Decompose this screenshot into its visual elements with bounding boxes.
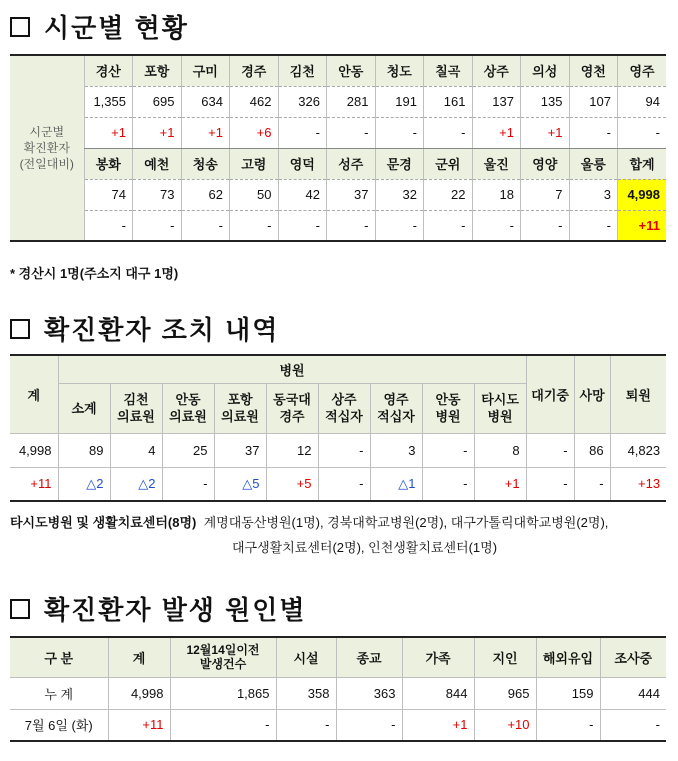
cause-header: 가족	[402, 637, 474, 677]
cause-header: 해외유입	[536, 637, 600, 677]
city-name-cell: 구미	[181, 55, 230, 86]
header-hospital: 병원	[58, 355, 526, 383]
city-diff-cell: -	[278, 117, 327, 148]
treatment-value-cell: 4	[110, 433, 162, 467]
header-row	[10, 637, 666, 677]
treatment-diff-cell: -	[422, 467, 474, 501]
cause-diff-cell: -	[600, 709, 666, 741]
treatment-diff-cell: +5	[266, 467, 318, 501]
row-label-line: (전일대비)	[19, 157, 74, 171]
table-row	[10, 117, 666, 148]
table-row	[10, 210, 666, 241]
treatment-value-cell: 4,823	[610, 433, 666, 467]
city-status-table	[10, 54, 666, 242]
subheader-line: 적십자	[377, 409, 415, 424]
city-total-cell: 62	[181, 179, 230, 210]
cause-diff-cell: -	[536, 709, 600, 741]
cause-value-cell: 965	[474, 677, 536, 709]
subheader-line: 김천	[123, 392, 149, 407]
city-diff-cell: -	[327, 210, 376, 241]
city-name-cell: 영주	[618, 55, 667, 86]
subheader-line: 의료원	[169, 409, 207, 424]
city-diff-cell: -	[375, 117, 424, 148]
city-total-cell: 18	[472, 179, 521, 210]
other-hospital-legend	[10, 512, 608, 531]
checkbox-square-icon	[10, 17, 30, 37]
city-diff-cell: -	[375, 210, 424, 241]
city-name-cell: 영천	[569, 55, 618, 86]
city-diff-cell: +1	[521, 117, 570, 148]
city-diff-cell: +1	[181, 117, 230, 148]
cause-diff-cell: -	[336, 709, 402, 741]
city-total-cell: 462	[230, 86, 279, 117]
city-total-cell: 191	[375, 86, 424, 117]
city-total-cell: 4,998	[618, 179, 667, 210]
treatment-diff-cell: △1	[370, 467, 422, 501]
legend-line-1: 계명대동산병원(1명), 경북대학교병원(2명), 대구가톨릭대학교병원(2명),	[203, 515, 609, 530]
treatment-value-cell: 12	[266, 433, 318, 467]
city-name-cell: 의성	[521, 55, 570, 86]
cause-diff-cell: -	[170, 709, 276, 741]
table-row	[10, 709, 666, 741]
city-total-cell: 137	[472, 86, 521, 117]
table-row	[10, 148, 666, 179]
city-name-cell: 청송	[181, 148, 230, 179]
treatment-value-cell: 4,998	[10, 433, 58, 467]
hospital-subheader	[110, 383, 162, 433]
row-label	[10, 55, 84, 241]
city-diff-cell: +11	[618, 210, 667, 241]
header-waiting: 대기중	[526, 355, 574, 433]
city-total-cell: 22	[424, 179, 473, 210]
table-row	[10, 677, 666, 709]
treatment-diff-cell: +13	[610, 467, 666, 501]
cause-header: 지인	[474, 637, 536, 677]
city-name-cell: 영덕	[278, 148, 327, 179]
subheader-line: 소계	[71, 400, 97, 416]
header-row	[10, 355, 666, 383]
cause-header: 조사중	[600, 637, 666, 677]
treatment-value-cell: 86	[574, 433, 610, 467]
subheader-line: 영주	[383, 392, 409, 407]
city-total-cell: 42	[278, 179, 327, 210]
city-diff-cell: +1	[133, 117, 182, 148]
subheader-line: 타시도	[481, 392, 519, 407]
section-title-text: 확진환자 조치 내역	[44, 315, 280, 345]
city-total-cell: 135	[521, 86, 570, 117]
subheader-line: 병원	[435, 409, 461, 424]
header-line: 12월14일이전	[186, 643, 260, 658]
subheader-line: 의료원	[221, 409, 259, 424]
hospital-subheader	[162, 383, 214, 433]
city-total-cell: 107	[569, 86, 618, 117]
city-total-cell: 7	[521, 179, 570, 210]
treatment-diff-cell: △5	[214, 467, 266, 501]
subheader-line: 병원	[487, 409, 513, 424]
city-name-cell: 포항	[133, 55, 182, 86]
treatment-value-cell: -	[318, 433, 370, 467]
city-diff-cell: -	[84, 210, 133, 241]
hospital-subheader	[422, 383, 474, 433]
city-total-cell: 281	[327, 86, 376, 117]
treatment-diff-cell: -	[574, 467, 610, 501]
city-diff-cell: -	[327, 117, 376, 148]
subheader-line: 경주	[279, 409, 305, 424]
city-diff-cell: -	[230, 210, 279, 241]
row-label-line: 시군별	[29, 125, 65, 139]
legend-line-2: 대구생활치료센터(2명), 인천생활치료센터(1명)	[232, 540, 498, 555]
subheader-line: 적십자	[325, 409, 363, 424]
city-name-cell: 칠곡	[424, 55, 473, 86]
cause-value-cell: 444	[600, 677, 666, 709]
city-diff-cell: +6	[230, 117, 279, 148]
header-discharged: 퇴원	[610, 355, 666, 433]
cause-value-cell: 1,865	[170, 677, 276, 709]
city-name-cell: 영양	[521, 148, 570, 179]
cause-value-cell: 4,998	[108, 677, 170, 709]
city-name-cell: 울진	[472, 148, 521, 179]
table-row	[10, 179, 666, 210]
treatment-value-cell: -	[422, 433, 474, 467]
city-name-cell: 상주	[472, 55, 521, 86]
city-name-cell: 합계	[618, 148, 667, 179]
hospital-subheader	[214, 383, 266, 433]
city-diff-cell: -	[618, 117, 667, 148]
treatment-value-cell: 25	[162, 433, 214, 467]
city-name-cell: 울릉	[569, 148, 618, 179]
treatment-value-cell: 3	[370, 433, 422, 467]
city-total-cell: 94	[618, 86, 667, 117]
city-total-cell: 50	[230, 179, 279, 210]
treatment-diff-cell: +11	[10, 467, 58, 501]
hospital-subheader	[474, 383, 526, 433]
treatment-diff-cell: -	[162, 467, 214, 501]
treatment-diff-cell: +1	[474, 467, 526, 501]
city-name-cell: 예천	[133, 148, 182, 179]
city-diff-cell: +1	[84, 117, 133, 148]
city-name-cell: 문경	[375, 148, 424, 179]
treatment-value-cell: 8	[474, 433, 526, 467]
city-name-cell: 경주	[230, 55, 279, 86]
section-title-city-status	[10, 8, 189, 45]
city-diff-cell: -	[424, 210, 473, 241]
city-total-cell: 161	[424, 86, 473, 117]
row-label-line: 확진환자	[23, 141, 70, 155]
hospital-subheader	[370, 383, 422, 433]
hospital-subheader	[318, 383, 370, 433]
city-total-cell: 3	[569, 179, 618, 210]
checkbox-square-icon	[10, 319, 30, 339]
treatment-diff-cell: △2	[58, 467, 110, 501]
hospital-subheader	[266, 383, 318, 433]
cause-header: 계	[108, 637, 170, 677]
city-total-cell: 326	[278, 86, 327, 117]
city-diff-cell: -	[569, 210, 618, 241]
cause-header: 구 분	[10, 637, 108, 677]
treatment-diff-cell: -	[318, 467, 370, 501]
section-title-text: 확진환자 발생 원인별	[44, 595, 307, 625]
subheader-line: 포항	[227, 392, 253, 407]
section-title-treatment	[10, 310, 279, 347]
subheader-line: 안동	[175, 392, 201, 407]
header-total: 계	[10, 355, 58, 433]
city-diff-cell: +1	[472, 117, 521, 148]
city-name-cell: 경산	[84, 55, 133, 86]
city-diff-cell: -	[521, 210, 570, 241]
cause-value-cell: 누 계	[10, 677, 108, 709]
city-diff-cell: -	[133, 210, 182, 241]
city-total-cell: 1,355	[84, 86, 133, 117]
treatment-table	[10, 354, 666, 502]
cause-value-cell: 358	[276, 677, 336, 709]
city-diff-cell: -	[424, 117, 473, 148]
header-line: 발생건수	[199, 657, 247, 672]
cause-header	[170, 637, 276, 677]
city-diff-cell: -	[472, 210, 521, 241]
section-title-text: 시군별 현황	[44, 13, 189, 43]
cause-value-cell: 363	[336, 677, 402, 709]
cause-value-cell: 844	[402, 677, 474, 709]
city-name-cell: 군위	[424, 148, 473, 179]
cause-diff-cell: 7월 6일 (화)	[10, 709, 108, 741]
city-name-cell: 김천	[278, 55, 327, 86]
city-total-cell: 74	[84, 179, 133, 210]
city-diff-cell: -	[569, 117, 618, 148]
subheader-line: 의료원	[117, 409, 155, 424]
treatment-diff-cell: -	[526, 467, 574, 501]
cause-table	[10, 636, 666, 742]
treatment-diff-cell: △2	[110, 467, 162, 501]
city-total-cell: 73	[133, 179, 182, 210]
footnote: * 경산시 1명(주소지 대구 1명)	[10, 266, 179, 281]
city-total-cell: 695	[133, 86, 182, 117]
cause-header: 종교	[336, 637, 402, 677]
city-diff-cell: -	[278, 210, 327, 241]
table-row	[10, 433, 666, 467]
cause-header: 시설	[276, 637, 336, 677]
section-title-cause	[10, 590, 307, 627]
cause-diff-cell: +10	[474, 709, 536, 741]
city-total-cell: 32	[375, 179, 424, 210]
subheader-line: 안동	[435, 392, 461, 407]
checkbox-square-icon	[10, 599, 30, 619]
city-name-cell: 안동	[327, 55, 376, 86]
table-row	[10, 55, 666, 86]
city-total-cell: 634	[181, 86, 230, 117]
subheader-line: 동국대	[273, 392, 311, 407]
city-name-cell: 고령	[230, 148, 279, 179]
treatment-value-cell: 37	[214, 433, 266, 467]
legend-bold-text: 타시도병원 및 생활치료센터(8명)	[10, 515, 197, 530]
table-row	[10, 86, 666, 117]
table-row	[10, 467, 666, 501]
subheader-line: 상주	[331, 392, 357, 407]
city-name-cell: 청도	[375, 55, 424, 86]
header-death: 사망	[574, 355, 610, 433]
cause-diff-cell: +11	[108, 709, 170, 741]
treatment-value-cell: 89	[58, 433, 110, 467]
city-total-cell: 37	[327, 179, 376, 210]
treatment-value-cell: -	[526, 433, 574, 467]
cause-diff-cell: -	[276, 709, 336, 741]
other-hospital-legend-cont	[232, 537, 497, 556]
hospital-subheader	[58, 383, 110, 433]
city-name-cell: 봉화	[84, 148, 133, 179]
city-diff-cell: -	[181, 210, 230, 241]
cause-value-cell: 159	[536, 677, 600, 709]
cause-diff-cell: +1	[402, 709, 474, 741]
city-name-cell: 성주	[327, 148, 376, 179]
